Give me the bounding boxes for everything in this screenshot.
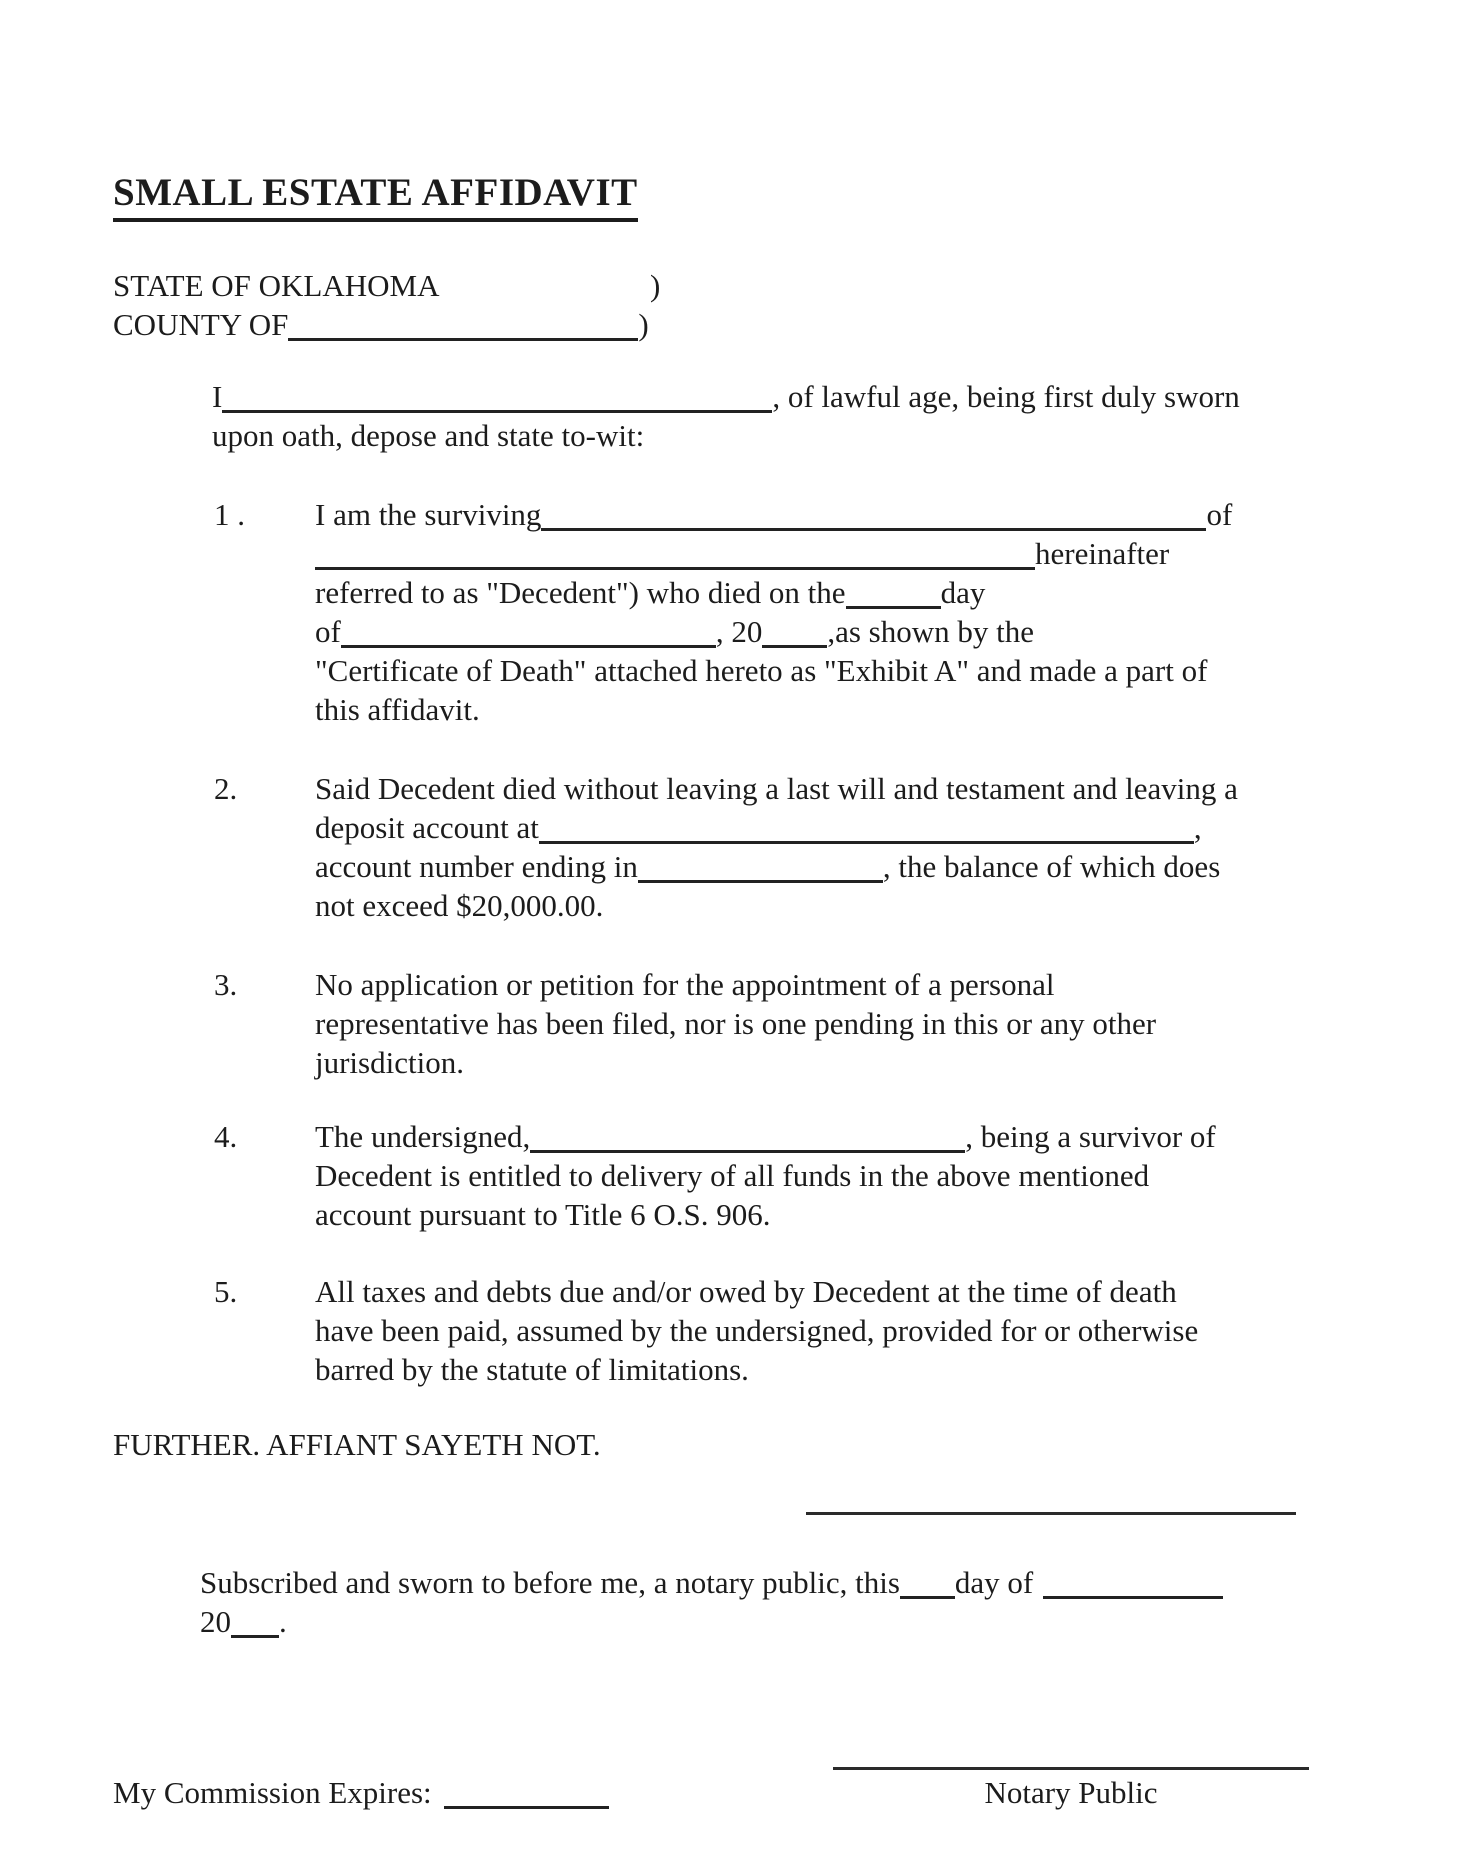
item-3 [113,965,1384,1082]
item-2-l3a: account number ending in [315,849,638,884]
item-5 [113,1272,1384,1389]
item-1-line-5 [315,651,1232,690]
item-4-l1a: The undersigned, [315,1119,531,1154]
item-3-l2: representative has been filed, nor is one pending in this or any other [315,1006,1157,1041]
bottom-row [113,1767,1384,1812]
item-3-l1: No application or petition for the appointment of a personal [315,967,1055,1002]
item-4-line-1 [315,1117,1216,1156]
notary-public-label: Notary Public [984,1775,1158,1810]
item-2-l2b: , [1193,810,1202,845]
notary-signature-block [833,1767,1309,1812]
item-2-number: 2. [214,771,238,806]
item-2-line-4 [315,886,1238,925]
item-1-l4b: , 20 [715,614,763,649]
venue-block [113,266,1384,344]
item-4-line-3 [315,1195,1216,1234]
affiant-signature-line[interactable] [806,1512,1296,1515]
item-2-l2a: deposit account at [315,810,539,845]
item-5-number: 5. [214,1274,238,1309]
item-3-l3: jurisdiction. [315,1045,464,1080]
item-1-l2b: hereinafter [1035,536,1170,571]
item-4-text [315,1117,1216,1234]
item-5-line-2 [315,1311,1198,1350]
item-4-l2: Decedent is entitled to delivery of all funds in the above mentioned [315,1158,1150,1193]
commission-expiry-blank[interactable] [444,1776,609,1809]
item-4-l3: account pursuant to Title 6 O.S. 906. [315,1197,771,1232]
notary-jurat [113,1563,1384,1641]
item-5-l3: barred by the statute of limitations. [315,1352,749,1387]
notary-signature-line[interactable] [833,1767,1309,1770]
item-1-l4a: of [315,614,341,649]
item-2-line-3 [315,847,1238,886]
commission-block [113,1773,609,1812]
item-5-l1: All taxes and debts due and/or owed by Decedent at the time of death [315,1274,1177,1309]
intro-line-2-text: upon oath, depose and state to-wit: [212,418,645,453]
state-label: STATE OF OKLAHOMA [113,268,440,303]
item-4-line-2 [315,1156,1216,1195]
county-name-blank[interactable] [288,308,638,341]
item-2-line-2 [315,808,1238,847]
item-2 [113,769,1384,925]
item-1-line-3 [315,573,1232,612]
title-row [113,170,1384,266]
item-5-line-3 [315,1350,1198,1389]
item-1-line-1 [315,495,1232,534]
closing-statement: FURTHER. AFFIANT SAYETH NOT. [113,1427,601,1462]
affiant-name-blank[interactable] [222,380,772,413]
item-1-l3b: day [940,575,986,610]
notary-day-blank[interactable] [900,1566,955,1599]
jurat-line-1 [200,1563,1384,1602]
item-2-l4: not exceed $20,000.00. [315,888,604,923]
intro-line-1 [212,377,1384,416]
document-title: SMALL ESTATE AFFIDAVIT [113,170,638,222]
surviving-relation-blank[interactable] [541,498,1206,531]
state-paren: ) [650,268,661,303]
state-row [113,266,1384,305]
decedent-name-blank[interactable] [315,537,1035,570]
jurat-l1b: day of [954,1565,1034,1600]
intro-paragraph [113,377,1384,455]
county-label: COUNTY OF [113,307,289,342]
item-4-l1b: , being a survivor of [965,1119,1216,1154]
bank-name-blank[interactable] [539,811,1194,844]
item-3-line-1 [315,965,1156,1004]
item-2-l1: Said Decedent died without leaving a last will and testament and leaving a [315,771,1238,806]
item-2-l3b: , the balance of which does [882,849,1221,884]
item-5-text [315,1272,1198,1389]
item-3-text [315,965,1156,1082]
item-5-line-1 [315,1272,1198,1311]
item-2-text [315,769,1238,925]
item-1-l3a: referred to as "Decedent") who died on the [315,575,846,610]
item-3-line-2 [315,1004,1156,1043]
item-1 [113,495,1384,729]
item-1-number: 1 . [214,497,245,532]
item-1-l5: "Certificate of Death" attached hereto as "Exhibit A" and made a part of [315,653,1208,688]
county-paren: ) [638,307,649,342]
item-1-l4c: ,as shown by the [827,614,1034,649]
item-4 [113,1117,1384,1234]
item-4-number: 4. [214,1119,238,1154]
item-1-line-4 [315,612,1232,651]
death-year-blank[interactable] [762,615,827,648]
item-1-line-2 [315,534,1232,573]
item-1-line-6 [315,690,1232,729]
notary-month-blank[interactable] [1043,1566,1223,1599]
item-1-l1a: I am the surviving [315,497,542,532]
item-2-line-1 [315,769,1238,808]
jurat-line-2 [200,1602,1384,1641]
item-3-line-3 [315,1043,1156,1082]
item-1-l1b: of [1206,497,1233,532]
item-5-l2: have been paid, assumed by the undersigned, provided for or otherwise [315,1313,1199,1348]
item-3-number: 3. [214,967,238,1002]
commission-label: My Commission Expires: [113,1775,432,1810]
notary-year-blank[interactable] [231,1605,279,1638]
item-1-text [315,495,1232,729]
jurat-year-suffix: . [279,1604,287,1639]
death-day-blank[interactable] [846,576,941,609]
county-row [113,305,1384,344]
item-1-l6: this affidavit. [315,692,480,727]
death-month-blank[interactable] [341,615,716,648]
intro-after-name: , of lawful age, being first duly sworn [772,379,1240,414]
intro-line-2 [212,416,1384,455]
intro-pronoun: I [212,379,223,414]
jurat-l1a: Subscribed and sworn to before me, a notary public, this [200,1565,900,1600]
account-ending-blank[interactable] [638,850,883,883]
jurat-year-prefix: 20 [200,1604,231,1639]
survivor-name-blank[interactable] [530,1120,965,1153]
